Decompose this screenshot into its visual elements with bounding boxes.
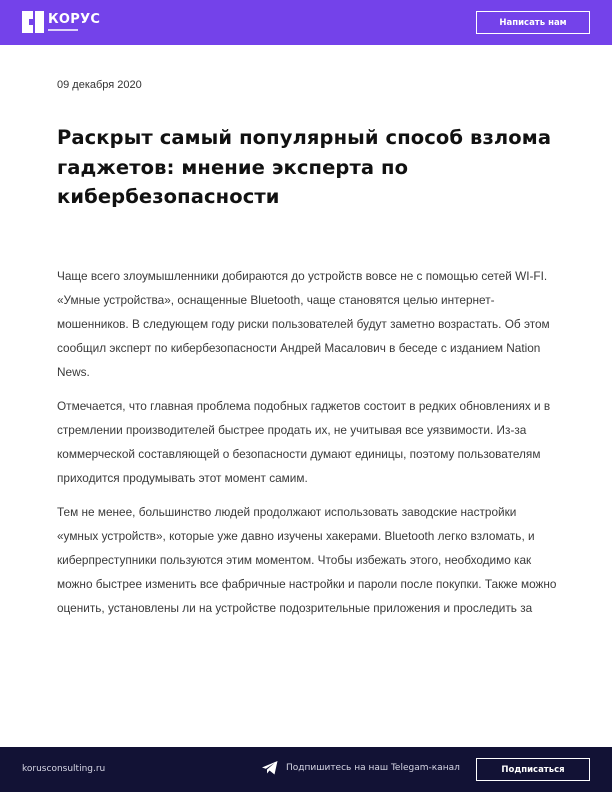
article-date: 09 декабря 2020 (57, 79, 142, 91)
article-body (57, 264, 557, 630)
article-paragraph: Тем не менее, большинство людей продолжают использовать заводские настройки «умных устройств», которые уже давно изучены хакерами. Bluetooth легко взломать, и киберпреступники пользуются этим моментом. Чтобы избежать этого, необходимо как можно быстрее изменить все фабричные настройки и пароли после покупки. Также можно оценить, установлены ли на устройстве подозрительные приложения и проследить за (57, 505, 557, 615)
article-paragraph: «Умные устройства», оснащенные Bluetooth, чаще становятся целью интернет-мошенников. В следующем году риски пользователей будут заметно возрастать. Об этом сообщил эксперт по кибербезопасности Андрей Масалович в беседе с изданием Nation News. (57, 293, 550, 379)
article-paragraph: Отмечается, что главная проблема подобных гаджетов состоит в редких обновлениях и в стремлении производителей быстрее продать их, не учитывая все уязвимости. Из-за коммерческой составляющей о безопасности думают единицы, поэтому пользователям приходится продумывать этот момент самим. (57, 399, 551, 485)
write-to-us-button[interactable]: Написать нам (476, 11, 590, 34)
telegram-link[interactable] (262, 761, 460, 775)
telegram-plane-icon (262, 761, 278, 775)
header-bar (0, 0, 612, 45)
telegram-text: Подпишитесь на наш Telegam-канал (286, 763, 460, 773)
brand-name: КОРУС (48, 12, 101, 27)
brand-tagline-line (48, 29, 78, 31)
brand-logo[interactable] (22, 11, 100, 33)
logo-mark-icon (22, 11, 44, 33)
footer-bar (0, 747, 612, 792)
subscribe-button[interactable]: Подписаться (476, 758, 590, 781)
site-link[interactable]: korusconsulting.ru (22, 764, 106, 774)
article-paragraph: Чаще всего злоумышленники добираются до устройств вовсе не с помощью сетей WI-FI. (57, 269, 548, 283)
article-title: Раскрыт самый популярный способ взлома гаджетов: мнение эксперта по кибербезопасности (57, 126, 552, 208)
